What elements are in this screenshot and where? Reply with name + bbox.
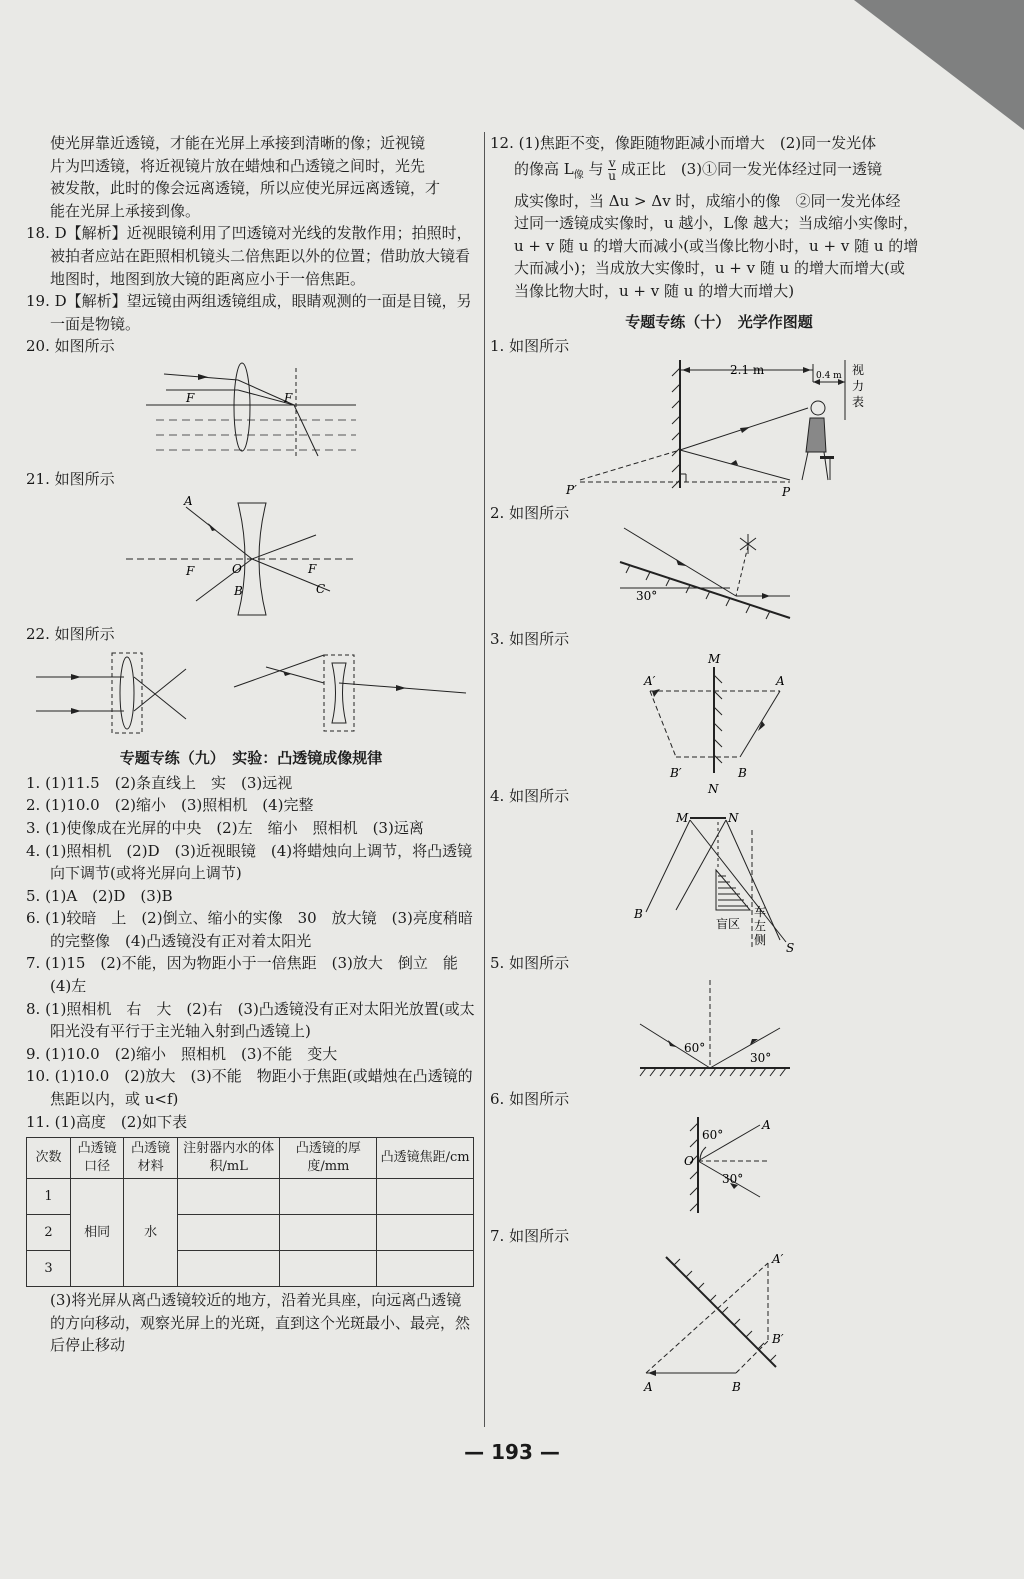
image-point-label: P′ — [566, 482, 577, 497]
answer-12-line1: 12. (1)焦距不变，像距随物距减小而增大 (2)同一发光体 — [490, 134, 877, 152]
distance-label: 2.1 m — [730, 362, 765, 377]
image-point-label: A′ — [772, 1252, 784, 1267]
figure-22-lens-boxes — [26, 647, 476, 739]
angle-label: 60° — [702, 1127, 724, 1142]
point-label: M — [676, 810, 689, 825]
point-label: O — [684, 1153, 694, 1168]
point-label: C — [316, 581, 326, 596]
continuation-line: 片为凹透镜，将近视镜片放在蜡烛和凸透镜之间时，光先 — [50, 156, 426, 175]
answer-9-7: 7. (1)15 (2)不能，因为物距小于一倍焦距 (3)放大 倒立 能 (4)左 — [26, 954, 473, 996]
side-label: 侧 — [754, 932, 767, 947]
answer-12-line: 大而减小)；当成放大实像时，u + v 随 u 的增大而增大(或 — [514, 259, 905, 278]
mirror-label: M — [708, 651, 721, 666]
point-label: B — [634, 906, 643, 921]
page-corner-fold — [854, 0, 1024, 130]
point-label: O — [232, 561, 242, 576]
angle-label: 30° — [750, 1051, 772, 1066]
image-point-label: B′ — [670, 765, 682, 780]
angle-label: 30° — [636, 589, 658, 604]
table-header: 凸透镜焦距/cm — [377, 1138, 474, 1179]
table-header: 次数 — [27, 1138, 71, 1179]
answer-9-3: 3. (1)使像成在光屏的中央 (2)左 缩小 照相机 (3)远离 — [26, 818, 424, 837]
item-4: 4. 如图所示 — [490, 786, 570, 805]
image-point-label: A′ — [644, 673, 656, 688]
angle-label: 60° — [684, 1041, 706, 1056]
answer-20: 20. 如图所示 — [26, 337, 115, 356]
table-cell: 水 — [124, 1179, 178, 1287]
point-label: N — [728, 810, 739, 825]
column-divider — [484, 132, 485, 1427]
item-1: 1. 如图所示 — [490, 337, 570, 356]
figure-5-reflection-angles — [490, 976, 948, 1086]
point-label: A — [776, 673, 785, 688]
table-cell: 相同 — [70, 1179, 124, 1287]
table-cell: 2 — [27, 1215, 71, 1251]
fraction-denominator: u — [608, 169, 617, 184]
image-point-label: B′ — [772, 1332, 784, 1347]
table-cell: 3 — [27, 1251, 71, 1287]
answer-19: 19. D【解析】望远镜由两组透镜组成，眼睛观测的一面是目镜，另一面是物镜。 — [26, 292, 472, 333]
continuation-line: 使光屏靠近透镜，才能在光屏上承接到清晰的像；近视镜 — [50, 134, 426, 152]
figure-7-mirror-image-ab — [490, 1249, 948, 1399]
focus-label: F — [284, 390, 293, 405]
chart-label: 力 — [852, 378, 865, 393]
point-label: A — [762, 1117, 771, 1132]
answer-9-9: 9. (1)10.0 (2)缩小 照相机 (3)不能 变大 — [26, 1044, 338, 1063]
page-number: — 193 — — [464, 1440, 560, 1464]
item-7: 7. 如图所示 — [490, 1226, 570, 1245]
point-label: B — [738, 765, 747, 780]
distance-label: 0.4 m — [816, 370, 842, 381]
item-3: 3. 如图所示 — [490, 630, 570, 649]
answer-9-6: 6. (1)较暗 上 (2)倒立、缩小的实像 30 放大镜 (3)亮度稍暗的完整像 (4)凸透镜没有正对着太阳光 — [26, 909, 473, 950]
answer-21: 21. 如图所示 — [26, 469, 115, 488]
point-label: B — [732, 1380, 741, 1395]
answer-9-11: 11. (1)高度 (2)如下表 — [26, 1112, 188, 1131]
figure-6-mirror-angles — [490, 1113, 948, 1223]
answer-22: 22. 如图所示 — [26, 624, 115, 643]
answer-9-4: 4. (1)照相机 (2)D (3)近视眼镜 (4)将蜡烛向上调节，将凸透镜向下调节(或将光屏向上调节) — [26, 841, 473, 883]
side-label: 左 — [754, 918, 767, 933]
table-header-row — [27, 1138, 474, 1179]
answer-12-line: 当像比物大时，u + v 随 u 的增大而增大) — [514, 281, 795, 300]
text-span: 成正比 (3)①同一发光体经过同一透镜 — [620, 159, 883, 178]
answer-9-11-3: (3)将光屏从离凸透镜较近的地方，沿着光具座，向远离凸透镜的方向移动，观察光屏上的光斑，直到这个光斑最小、最亮，然后停止移动 — [50, 1291, 471, 1355]
angle-label: 30° — [722, 1171, 744, 1186]
right-column — [490, 132, 948, 1401]
text-span: 与 — [583, 159, 604, 178]
point-label: A — [644, 1380, 653, 1395]
answer-12-line2 — [490, 155, 948, 190]
answer-18: 18. D【解析】近视眼镜利用了凹透镜对光线的发散作用；拍照时，被拍者应站在距照相机镜头二倍焦距以外的位置；借助放大镜看地图时，地图到放大镜的距离应小于一倍焦距。 — [26, 224, 472, 288]
continuation-line: 能在光屏上承接到像。 — [50, 201, 201, 220]
point-label: F — [186, 563, 195, 578]
answer-12-line: 成实像时，当 Δu > Δv 时，成缩小的像 ②同一发光体经 — [514, 191, 901, 210]
answer-9-1: 1. (1)11.5 (2)条直线上 实 (3)远视 — [26, 773, 293, 792]
chart-label: 表 — [852, 394, 865, 409]
answer-9-10: 10. (1)10.0 (2)放大 (3)不能 物距小于焦距(或蜡烛在凸透镜的焦距以内，或 u<f) — [26, 1067, 473, 1109]
blind-spot-label: 盲区 — [716, 916, 741, 931]
text-span: 的像高 L — [514, 159, 574, 178]
point-label: S — [786, 940, 795, 955]
table-cell: 1 — [27, 1179, 71, 1215]
section-9-title: 专题专练（九） 实验：凸透镜成像规律 — [119, 749, 383, 768]
item-5: 5. 如图所示 — [490, 953, 570, 972]
point-label: F — [308, 561, 317, 576]
figure-1-eye-chart-mirror — [490, 360, 948, 500]
point-label: A — [184, 493, 193, 508]
answer-9-5: 5. (1)A (2)D (3)B — [26, 886, 173, 905]
fraction-numerator: v — [608, 156, 616, 171]
table-header: 注射器内水的体积/mL — [177, 1138, 280, 1179]
answer-9-2: 2. (1)10.0 (2)缩小 (3)照相机 (4)完整 — [26, 796, 314, 815]
item-6: 6. 如图所示 — [490, 1090, 570, 1109]
item-2: 2. 如图所示 — [490, 503, 570, 522]
left-column — [26, 132, 476, 1357]
table-header: 凸透镜材料 — [124, 1138, 178, 1179]
continuation-line: 被发散，此时的像会远离透镜，所以应使光屏远离透镜，才 — [50, 179, 441, 198]
answer-12-line: u + v 随 u 的增大而减小(或当像比物小时，u + v 随 u 的增 — [514, 236, 919, 255]
mirror-label: N — [708, 781, 719, 796]
fraction — [608, 157, 616, 182]
table-header: 凸透镜的厚度/mm — [280, 1138, 377, 1179]
experiment-table — [26, 1137, 474, 1287]
subscript: 像 — [573, 169, 584, 181]
table-row — [27, 1179, 474, 1215]
focus-label: F — [186, 390, 195, 405]
figure-2-mirror-reflection — [490, 526, 948, 626]
point-label: B — [234, 583, 243, 598]
answer-9-8: 8. (1)照相机 右 大 (2)右 (3)凸透镜没有正对太阳光放置(或太阳光没有平行于主光轴入射到凸透镜上) — [26, 999, 475, 1041]
section-10-title: 专题专练（十） 光学作图题 — [625, 312, 813, 331]
chart-label: 视 — [852, 362, 865, 377]
table-header: 凸透镜口径 — [70, 1138, 124, 1179]
point-label: P — [782, 484, 791, 499]
answer-12-line: 过同一透镜成实像时，u 越小，L像 越大；当成缩小实像时， — [514, 214, 919, 233]
figure-21-concave-lens — [26, 493, 476, 621]
figure-20-refraction-lens — [26, 360, 476, 466]
figure-4-blind-spot — [490, 810, 948, 955]
side-label: 车 — [754, 904, 767, 919]
